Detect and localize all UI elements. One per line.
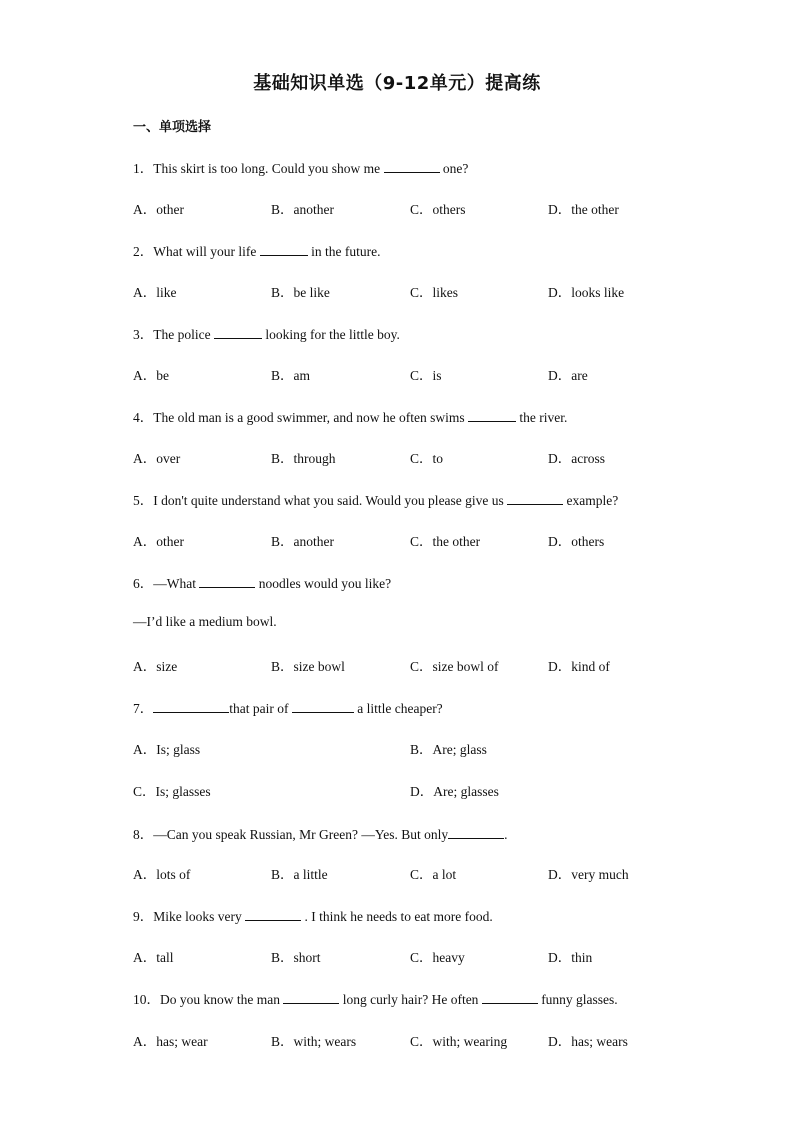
stem-text: 4．The old man is a good swimmer, and now he often swims xyxy=(133,410,469,425)
question-stem-1 xyxy=(133,157,468,177)
option-1-d: D．the other xyxy=(548,202,619,217)
option-5-a: A．other xyxy=(133,534,184,549)
stem-text: funny glasses. xyxy=(537,992,618,1007)
option-4-a: A．over xyxy=(133,451,181,466)
option-4-b: B．through xyxy=(271,451,336,466)
option-6-d: D．kind of xyxy=(548,659,610,674)
question-stem-8 xyxy=(133,823,507,843)
stem-text: 10．Do you know the man xyxy=(133,992,284,1007)
stem-text: that pair of xyxy=(229,701,292,716)
question-stem-4 xyxy=(133,406,567,426)
stem-text: 3．The police xyxy=(133,327,214,342)
stem-text: 7． xyxy=(133,701,154,716)
stem-text: example? xyxy=(563,493,619,508)
option-8-a: A．lots of xyxy=(133,867,191,882)
option-3-c: C．is xyxy=(410,368,442,383)
question-stem-5 xyxy=(133,489,618,509)
answer-blank xyxy=(283,991,339,1004)
option-2-a: A．like xyxy=(133,285,177,300)
option-4-d: D．across xyxy=(548,451,605,466)
stem-text: 5．I don't quite understand what you said. Would you please give us xyxy=(133,493,508,508)
answer-blank xyxy=(468,409,516,422)
stem-text: 2．What will your life xyxy=(133,244,260,259)
option-8-b: B．a little xyxy=(271,867,328,882)
option-3-d: D．are xyxy=(548,368,588,383)
option-3-b: B．am xyxy=(271,368,310,383)
stem-text: 8．—Can you speak Russian, Mr Green? —Yes. But only xyxy=(133,827,449,842)
answer-blank xyxy=(214,326,262,339)
question-stem-3 xyxy=(133,323,400,343)
option-7-a: A．Is; glass xyxy=(133,742,201,757)
stem-text: long curly hair? He often xyxy=(339,992,482,1007)
option-9-c: C．heavy xyxy=(410,950,465,965)
option-10-c: C．with; wearing xyxy=(410,1034,508,1049)
option-6-b: B．size bowl xyxy=(271,659,345,674)
option-4-c: C．to xyxy=(410,451,444,466)
option-1-b: B．another xyxy=(271,202,334,217)
question-stem-reply: —I’d like a medium bowl. xyxy=(133,614,277,629)
option-9-b: B．short xyxy=(271,950,321,965)
stem-text: one? xyxy=(439,161,469,176)
stem-text: the river. xyxy=(516,410,568,425)
stem-text: noodles would you like? xyxy=(255,576,392,591)
answer-blank xyxy=(384,160,440,173)
question-stem-6 xyxy=(133,572,391,592)
option-7-c: C．Is; glasses xyxy=(133,784,211,799)
answer-blank xyxy=(482,991,538,1004)
option-8-c: C．a lot xyxy=(410,867,457,882)
option-9-d: D．thin xyxy=(548,950,593,965)
question-stem-9 xyxy=(133,905,493,925)
option-7-b: B．Are; glass xyxy=(410,742,487,757)
stem-text: in the future. xyxy=(307,244,381,259)
option-10-b: B．with; wears xyxy=(271,1034,357,1049)
stem-text: . I think he needs to eat more food. xyxy=(301,909,493,924)
option-5-b: B．another xyxy=(271,534,334,549)
answer-blank xyxy=(260,243,308,256)
section-heading: 一、单项选择 xyxy=(133,120,212,135)
option-2-c: C．likes xyxy=(410,285,459,300)
option-5-c: C．the other xyxy=(410,534,481,549)
option-1-c: C．others xyxy=(410,202,466,217)
answer-blank xyxy=(507,492,563,505)
question-stem-10 xyxy=(133,988,618,1008)
option-6-c: C．size bowl of xyxy=(410,659,499,674)
option-6-a: A．size xyxy=(133,659,178,674)
stem-text: 9．Mike looks very xyxy=(133,909,246,924)
stem-text: 6．—What xyxy=(133,576,200,591)
page-title: 基础知识单选（9-12单元）提高练 xyxy=(253,73,541,94)
option-2-d: D．looks like xyxy=(548,285,625,300)
answer-blank xyxy=(292,700,354,713)
option-10-a: A．has; wear xyxy=(133,1034,208,1049)
option-3-a: A．be xyxy=(133,368,169,383)
option-9-a: A．tall xyxy=(133,950,174,965)
stem-text: 1．This skirt is too long. Could you show me xyxy=(133,161,384,176)
option-7-d: D．Are; glasses xyxy=(410,784,499,799)
answer-blank xyxy=(153,700,229,713)
stem-text: . xyxy=(504,827,508,842)
question-stem-2 xyxy=(133,240,380,260)
stem-text: a little cheaper? xyxy=(353,701,443,716)
question-stem-7 xyxy=(133,697,443,717)
stem-text: looking for the little boy. xyxy=(261,327,400,342)
option-5-d: D．others xyxy=(548,534,605,549)
answer-blank xyxy=(199,575,255,588)
answer-blank xyxy=(245,908,301,921)
option-10-d: D．has; wears xyxy=(548,1034,628,1049)
option-8-d: D．very much xyxy=(548,867,629,882)
option-1-a: A．other xyxy=(133,202,184,217)
answer-blank xyxy=(448,826,504,839)
option-2-b: B．be like xyxy=(271,285,330,300)
